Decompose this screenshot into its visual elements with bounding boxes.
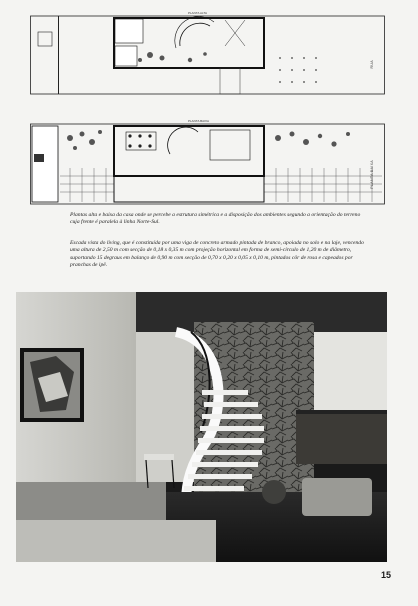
living-room-photo bbox=[16, 292, 387, 562]
lower-floor-plan bbox=[30, 118, 385, 208]
lower-plan-title: PLANTA BAIXA bbox=[188, 119, 209, 123]
upper-floor-plan-drawing bbox=[30, 10, 385, 102]
photograph-living-room-staircase-icon bbox=[16, 292, 387, 562]
staircase-caption: Escada vista do living, que é constituída por uma viga de concreto armado pintada de branco, apoiada no solo e na laje, vencendo uma altura de 2,50 m com secção de 0,18 x 0,35 m com projeção horizontal em forma de semi-círculo de 1,20 m de diâmetro, suportando 15 degraus em balanço de 0,90 m com secção de 0,70 x 0,20 x 0,05 x 0,10 m, pintados côr de rosa e capeados por pranchas de ipê. bbox=[70, 240, 364, 269]
upper-plan-title: PLANTA ALTA bbox=[188, 11, 208, 15]
lower-side-label: PLANTA BAIXA bbox=[370, 160, 374, 189]
upper-floor-plan bbox=[30, 10, 385, 102]
page-number: 15 bbox=[381, 570, 392, 580]
plans-caption: Plantas alta e baixa da casa onde se percebe a estrutura simétrica e a disposição dos ambientes segundo a orientação do terreno cuja frente é paralela à linha Norte-Sul. bbox=[70, 212, 361, 226]
upper-side-label: RUA bbox=[370, 60, 374, 69]
lower-floor-plan-drawing bbox=[30, 118, 385, 208]
